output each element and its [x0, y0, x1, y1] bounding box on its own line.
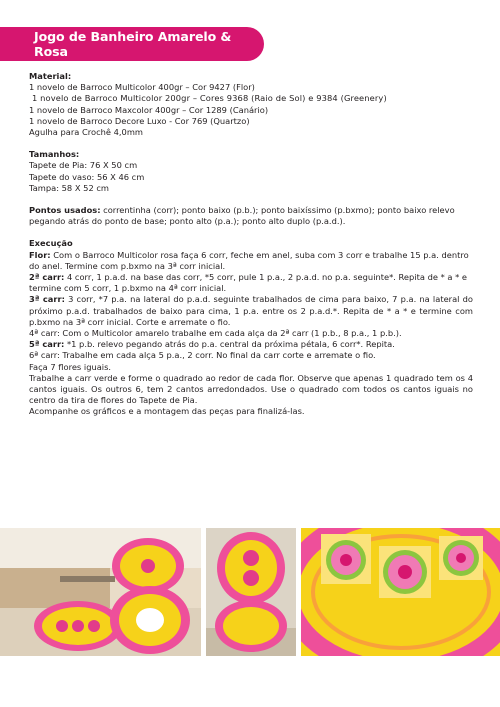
pontos-section — [29, 205, 473, 227]
acompanhe-paragraph: Acompanhe os gráficos e a montagem das peças para finalizá-las. — [29, 406, 305, 417]
material-heading: Material: — [29, 71, 72, 81]
carr6-paragraph: 6ª carr: Trabalhe em cada alça 5 p.a., 2 corr. No final da carr corte e arremate o fio. — [29, 350, 376, 361]
faca-paragraph: Faça 7 flores iguais. — [29, 361, 112, 372]
material-line: 1 novelo de Barroco Decore Luxo - Cor 769 (Quartzo) — [29, 115, 250, 126]
carr2-paragraph — [29, 272, 473, 294]
photo-strip — [0, 528, 500, 656]
flor-paragraph — [29, 250, 473, 272]
material-line: 1 novelo de Barroco Multicolor 400gr – Cor 9427 (Flor) — [29, 82, 255, 93]
tamanhos-heading: Tamanhos: — [29, 149, 80, 160]
carr4-paragraph: 4ª carr: Com o Multicolor amarelo trabalhe em cada alça da 2ª carr (1 p.b., 8 p.a., 1 p.b.). — [29, 328, 402, 339]
carr5-paragraph — [29, 339, 473, 350]
toilet-cover-photo — [206, 528, 296, 656]
pontos-text: correntinha (corr); ponto baixo (p.b.); ponto baixíssimo (p.bxmo); ponto baixo relevo pegando atrás do ponto de base; ponto alto (p.a.); ponto alto duplo (p.a.d.). — [29, 205, 455, 227]
tamanhos-section — [29, 149, 473, 194]
trabalhe-paragraph: Trabalhe a carr verde e forme o quadrado ao redor de cada flor. Observe que apenas 1 quadrado tem os 4 cantos iguais. Os outros 6, tem 2 cantos arredondados. Use o quadrado com todos os cantos iguais no centro da tira de flores do Tapete de Pia. — [29, 372, 473, 406]
material-section — [29, 71, 473, 138]
flor-text: Com o Barroco Multicolor rosa faça 6 corr, feche em anel, suba com 3 corr e trabalhe 15 p.a. dentro do anel. Termine com p.bxmo na 3ª corr inicial. — [29, 249, 469, 271]
page-title: Jogo de Banheiro Amarelo & Rosa — [34, 29, 232, 59]
execucao-section — [29, 238, 473, 417]
material-line: 1 novelo de Barroco Multicolor 200gr – Cores 9368 (Raio de Sol) e 9384 (Greenery) — [32, 93, 387, 104]
bathroom-set-photo — [0, 528, 201, 656]
carr2-text: 4 corr, 1 p.a.d. na base das corr, *5 corr, pule 1 p.a., 2 p.a.d. no p.a. seguinte*. Repita de * a * e termine com 5 corr, 1 p.bxmo na 4ª corr inicial. — [29, 272, 467, 294]
flower-detail-photo — [301, 528, 500, 656]
carr2-label: 2ª carr: — [29, 272, 65, 283]
material-line: 1 novelo de Barroco Maxcolor 400gr – Cor 1289 (Canário) — [29, 104, 269, 115]
tamanho-line: Tampa: 58 X 52 cm — [29, 182, 109, 193]
carr3-text: 3 corr, *7 p.a. na lateral do p.a.d. seguinte trabalhados de cima para baixo, 7 p.a. na lateral do próximo p.a.d. trabalhados de baixo para cima, 1 p.a. entre os 2 p.a.d.*. Repita de * a * e termine com p.bxmo na 3ª corr inicial. Corte e arremate o fio. — [29, 294, 474, 327]
carr3-paragraph — [29, 294, 473, 328]
flor-label: Flor: — [29, 249, 51, 260]
carr5-label: 5ª carr: — [29, 339, 65, 350]
tamanho-line: Tapete do vaso: 56 X 46 cm — [29, 171, 145, 182]
carr5-text: *1 p.b. relevo pegando atrás do p.a. central da próxima pétala, 6 corr*. Repita. — [64, 339, 395, 350]
title-banner — [0, 27, 264, 61]
pontos-label: Pontos usados: — [29, 205, 101, 216]
tamanho-line: Tapete de Pia: 76 X 50 cm — [29, 160, 138, 171]
material-line: Agulha para Crochê 4,0mm — [29, 127, 143, 138]
carr3-label: 3ª carr: — [29, 294, 65, 305]
instructions-body — [29, 71, 473, 418]
execucao-heading: Execução — [29, 238, 73, 249]
